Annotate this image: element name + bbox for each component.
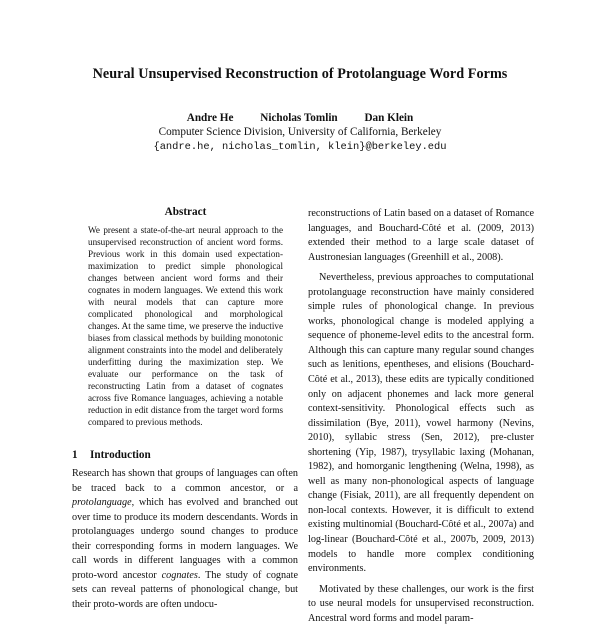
- abstract-text: We present a state-of-the-art neural approach to the unsupervised reconstruction of ancient word forms. Previous work in this domain used expectation-maximization to predict simple phonological changes between ancient word forms and their cognates in modern languages. We extend this work with neural models that can capture more complicated phonological and morphological changes. At the same time, we preserve the inductive biases from classical methods by building monotonic alignment constraints into the model and deliberately underfitting during the maximization step. We evaluate our performance on the task of reconstructing Latin from a dataset of cognates across five Romance languages, achieving a notable reduction in edit distance from the target word forms compared to previous methods.: [88, 225, 283, 427]
- author-name: Andre He: [186, 112, 234, 124]
- emphasized-term: protolanguage: [72, 497, 132, 508]
- body-text: , which has evolved and branched out over time to produce its modern descendants. Words in protolanguages undergo sound changes to produce their corresponding forms in modern languages. We call words in different languages with a common proto-word ancestor: [72, 497, 298, 581]
- author-name: Dan Klein: [364, 112, 414, 124]
- body-paragraph: reconstructions of Latin based on a dataset of Romance languages, and Bouchard-Côté et al. (2009, 2013) extended their method to a large scale dataset of Austronesian languages (Greenhill et al., 2008).: [308, 208, 534, 263]
- introduction-paragraph: [72, 467, 298, 612]
- section-heading: [72, 449, 151, 461]
- section-number: 1: [72, 449, 78, 461]
- abstract-heading: Abstract: [164, 206, 207, 218]
- author-emails: {andre.he, nicholas_tomlin, klein}@berkeley.edu: [153, 141, 447, 153]
- section-title: Introduction: [90, 449, 151, 461]
- right-column-text: [308, 207, 534, 626]
- body-text: Research has shown that groups of languages can often be traced back to a common ancestor, or a: [72, 468, 298, 494]
- author-affiliation: Computer Science Division, University of California, Berkeley: [158, 126, 442, 138]
- body-text: . The study of cognate sets can reveal patterns of phonological change, but their proto-words are often undocu-: [72, 569, 298, 610]
- body-paragraph: Motivated by these challenges, our work is the first to use neural models for unsupervised reconstruction. Ancestral word forms and model param-: [308, 583, 534, 624]
- author-name: Nicholas Tomlin: [260, 112, 338, 124]
- body-paragraph: Nevertheless, previous approaches to computational protolanguage reconstruction have mainly considered simple rules of phonological change. In previous works, phonological change is modeled applying a sequence of phoneme-level edits to the ancestral form. Although this can capture many regular sound changes such as lenitions, epentheses, and elisions (Bouchard-Côté et al., 2013), these edits are typically conditioned only on adjacent phonemes and lack more general context-sensitivity. Phonological effects such as dissimilation (Bye, 2011), vowel harmony (Nevins, 2010), syllabic stress (Sen, 2012), pre-cluster shortening (Yip, 1987), trysyllabic laxing (Mohanan, 1982), and homorganic lengthening (Welna, 1998), as well as many non-phonological aspects of language change (Fisiak, 2011), are all frequently dependent on non-local contexts. However, it is difficult to extend existing multinomial (Bouchard-Côté et al., 2007a) and log-linear (Bouchard-Côté et al., 2007b, 2009, 2013) models to handle more complex conditioning environments.: [308, 272, 534, 575]
- paper-title: Neural Unsupervised Reconstruction of Protolanguage Word Forms: [92, 66, 508, 82]
- author-list: [0, 112, 600, 124]
- emphasized-term: cognates: [161, 569, 198, 581]
